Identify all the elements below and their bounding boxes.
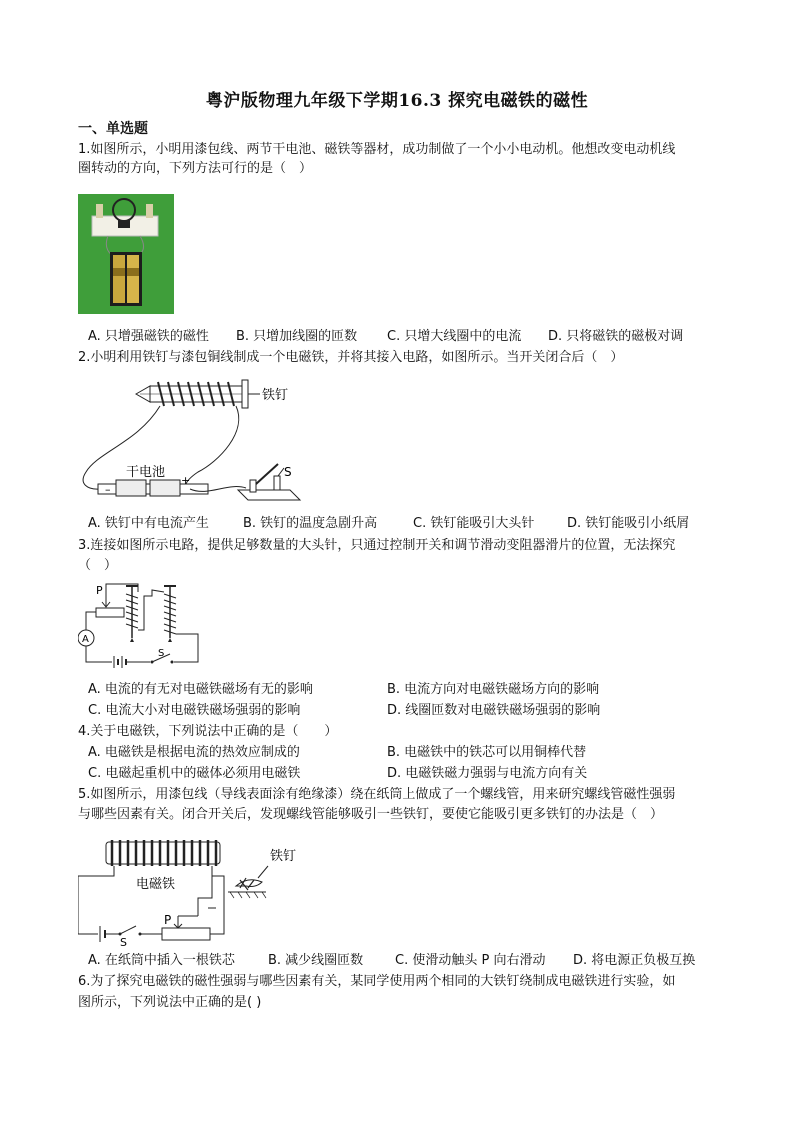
- q5-electromagnet-label: 电磁铁: [136, 877, 176, 892]
- q6-stem-line-2: 图所示，下列说法中正确的是( ): [78, 995, 262, 1010]
- q6-stem-line-1: 6.为了探究电磁铁的磁性强弱与哪些因素有关，某同学使用两个相同的大铁钉绕制成电磁铁进行实验，如: [78, 974, 676, 989]
- q3-slider-label: P: [96, 584, 103, 597]
- q1-stem-line-1: 1.如图所示，小明用漆包线、两节干电池、磁铁等器材，成功制做了一个小小电动机。他想改变电动机线: [78, 142, 676, 157]
- q1-stem-line-2: 圈转动的方向，下列方法可行的是（ ）: [78, 161, 313, 176]
- q5-slider-label: P: [164, 913, 172, 927]
- q5-option-b: B. 减少线圈匝数: [268, 953, 364, 968]
- q2-option-b: B. 铁钉的温度急剧升高: [243, 516, 378, 531]
- svg-text:–: –: [105, 483, 111, 496]
- q4-option-d: D. 电磁铁磁力强弱与电流方向有关: [387, 766, 588, 781]
- q5-stem-line-2: 与哪些因素有关。闭合开关后，发现螺线管能够吸引一些铁钉，要使它能吸引更多铁钉的办法是（ ）: [78, 807, 664, 822]
- q5-option-c: C. 使滑动触头 P 向右滑动: [395, 953, 546, 968]
- q1-motor-photo: [78, 194, 174, 314]
- q1-option-d: D. 只将磁铁的磁极对调: [548, 329, 684, 344]
- q2-nail-label: 铁钉: [262, 388, 289, 403]
- q2-switch-label: S: [284, 465, 292, 479]
- q3-ammeter-label: A: [82, 634, 89, 645]
- q5-circuit-diagram: [78, 838, 318, 946]
- q3-option-c: C. 电流大小对电磁铁磁场强弱的影响: [88, 703, 301, 718]
- q3-stem-line-2: （ ）: [78, 558, 118, 573]
- q3-circuit-diagram: [78, 580, 203, 672]
- q2-option-a: A. 铁钉中有电流产生: [88, 516, 209, 531]
- q3-stem-line-1: 3.连接如图所示电路，提供足够数量的大头针，只通过控制开关和调节滑动变阻器滑片的位置，无法探究: [78, 538, 676, 553]
- q4-option-a: A. 电磁铁是根据电流的热效应制成的: [88, 745, 300, 760]
- q4-stem-line-1: 4.关于电磁铁，下列说法中正确的是（ ）: [78, 724, 338, 739]
- q2-stem-line-1: 2.小明利用铁钉与漆包铜线制成一个电磁铁，并将其接入电路，如图所示。当开关闭合后（ ）: [78, 350, 624, 365]
- section-heading: 一、单选题: [78, 121, 148, 137]
- document-title: 粤沪版物理九年级下学期16.3 探究电磁铁的磁性: [205, 91, 589, 111]
- q3-switch-label: S: [158, 648, 165, 659]
- q5-stem-line-1: 5.如图所示，用漆包线（导线表面涂有绝缘漆）绕在纸筒上做成了一个螺线管，用来研究螺线管磁性强弱: [78, 787, 676, 802]
- q4-option-c: C. 电磁起重机中的磁体必须用电磁铁: [88, 766, 301, 781]
- q2-option-c: C. 铁钉能吸引大头针: [413, 516, 535, 531]
- q5-nail-label: 铁钉: [270, 849, 297, 864]
- q3-option-d: D. 线圈匝数对电磁铁磁场强弱的影响: [387, 703, 601, 718]
- q5-option-a: A. 在纸筒中插入一根铁芯: [88, 953, 235, 968]
- q1-option-b: B. 只增加线圈的匝数: [236, 329, 358, 344]
- q1-option-a: A. 只增强磁铁的磁性: [88, 329, 209, 344]
- q5-switch-label: S: [120, 936, 127, 946]
- q4-option-b: B. 电磁铁中的铁芯可以用铜棒代替: [387, 745, 587, 760]
- svg-text:+: +: [181, 474, 191, 487]
- q2-option-d: D. 铁钉能吸引小纸屑: [567, 516, 690, 531]
- q5-option-d: D. 将电源正负极互换: [573, 953, 696, 968]
- q3-option-a: A. 电流的有无对电磁铁磁场有无的影响: [88, 682, 313, 697]
- q2-circuit-diagram: [78, 372, 318, 507]
- q3-option-b: B. 电流方向对电磁铁磁场方向的影响: [387, 682, 600, 697]
- q1-option-c: C. 只增大线圈中的电流: [387, 329, 522, 344]
- q2-battery-label: 干电池: [126, 465, 166, 480]
